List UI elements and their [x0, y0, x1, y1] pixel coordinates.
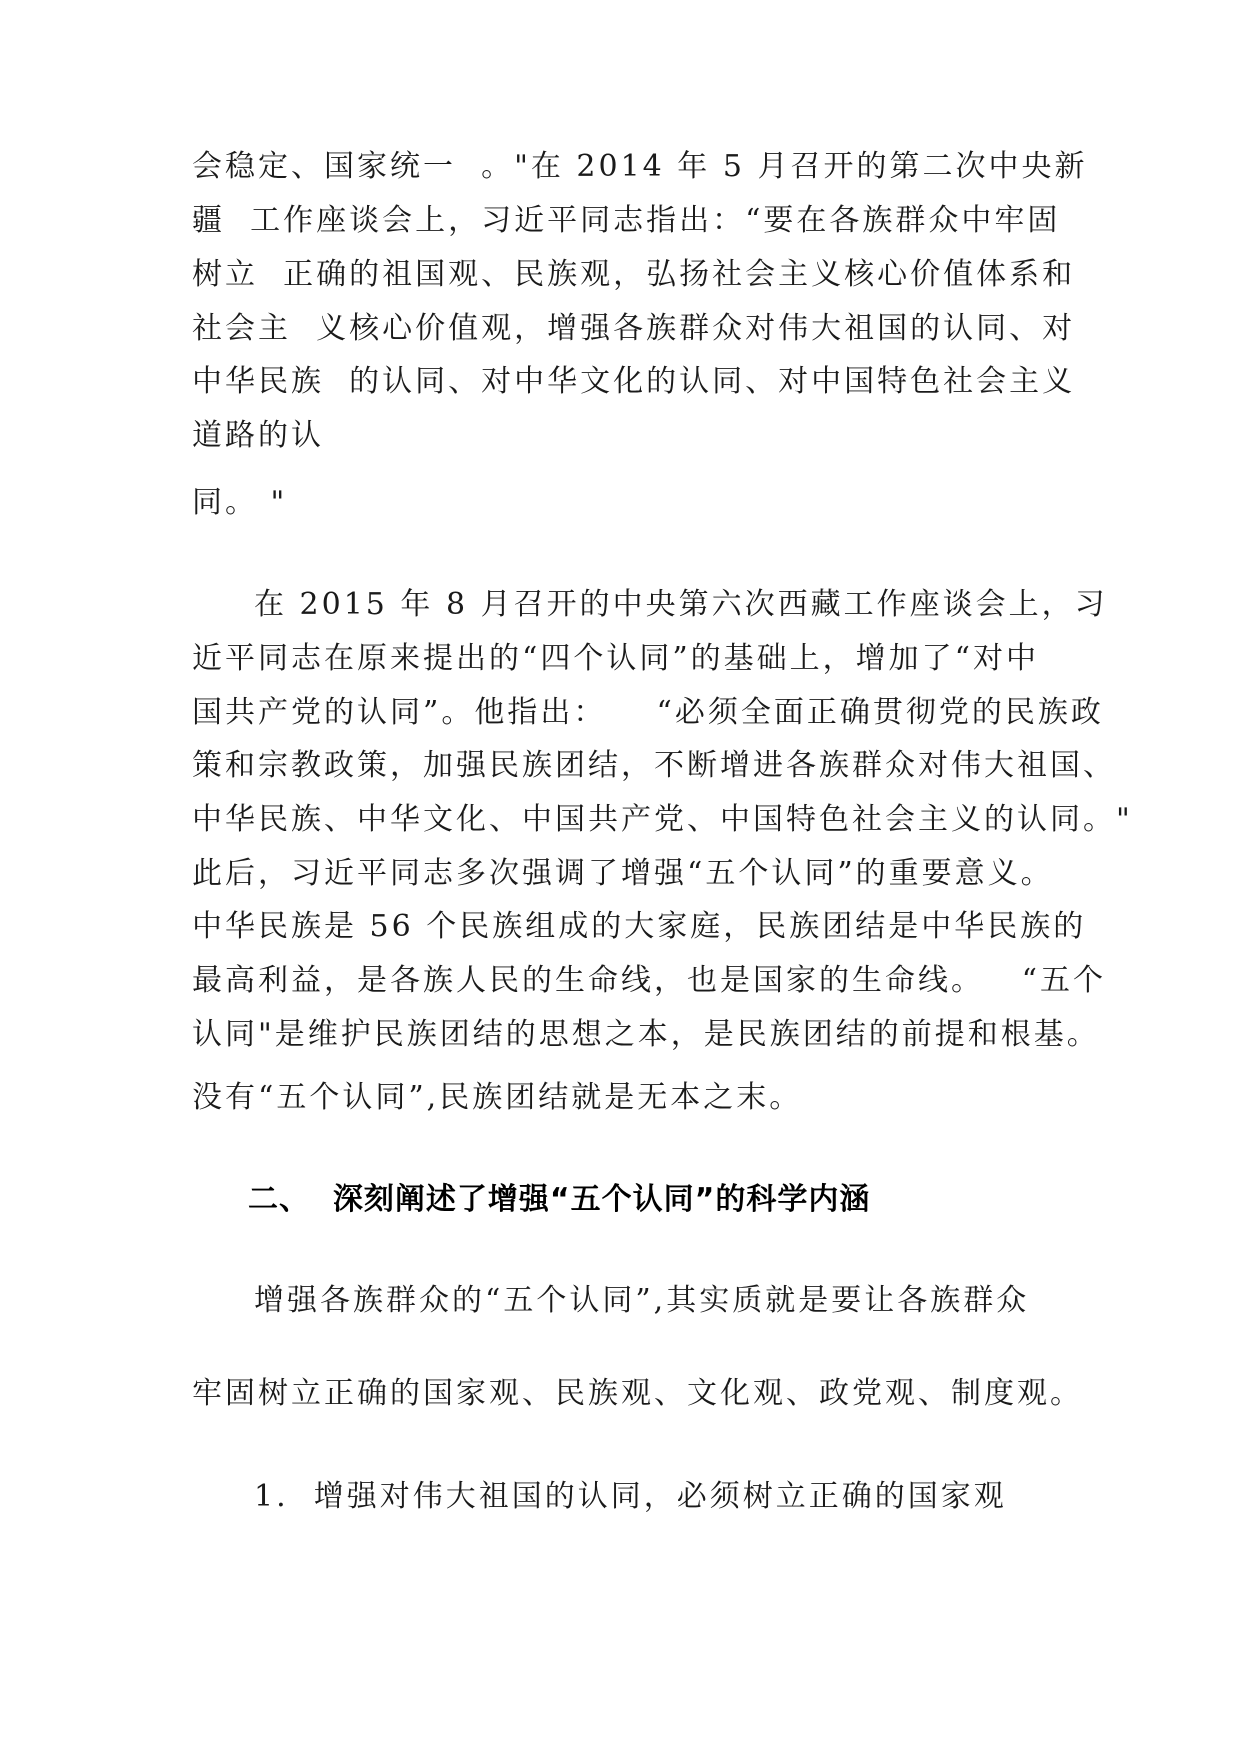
paragraph-line: 最高利益，是各族人民的生命线，也是国家的生命线。 “五个	[192, 963, 1106, 998]
paragraph-line: 近平同志在原来提出的“四个认同”的基础上，增加了“对中	[192, 641, 1040, 676]
section-heading: 二、 深刻阐述了增强“五个认同”的科学内涵	[248, 1182, 871, 1217]
paragraph-line: 同。 "	[192, 485, 288, 520]
paragraph-line: 认同"是维护民族团结的思想之本，是民族团结的前提和根基。	[192, 1017, 1100, 1052]
paragraph-line: 中华民族、中华文化、中国共产党、中国特色社会主义的认同。"	[192, 802, 1133, 837]
paragraph-line: 社会主 义核心价值观，增强各族群众对伟大祖国的认同、对	[192, 311, 1076, 346]
paragraph-line: 中华民族 的认同、对中华文化的认同、对中国特色社会主义	[192, 364, 1076, 399]
paragraph-line: 树立 正确的祖国观、民族观，弘扬社会主义核心价值体系和	[192, 257, 1076, 292]
paragraph-line: 没有“五个认同”,民族团结就是无本之末。	[192, 1080, 803, 1115]
numbered-item: 1. 增强对伟大祖国的认同，必须树立正确的国家观	[254, 1479, 1007, 1514]
paragraph-line: 此后，习近平同志多次强调了增强“五个认同”的重要意义。	[192, 856, 1054, 891]
paragraph-line: 牢固树立正确的国家观、民族观、文化观、政党观、制度观。	[192, 1376, 1083, 1411]
paragraph-line: 国共产党的认同”。他指出： “必须全面正确贯彻党的民族政	[192, 695, 1104, 730]
paragraph-line: 策和宗教政策，加强民族团结，不断增进各族群众对伟大祖国、	[192, 748, 1116, 783]
paragraph-line: 中华民族是 56 个民族组成的大家庭，民族团结是中华民族的	[192, 909, 1087, 944]
paragraph-line: 道路的认	[192, 418, 324, 453]
paragraph-first-line: 在 2015 年 8 月召开的中央第六次西藏工作座谈会上，习	[254, 587, 1108, 622]
paragraph-line: 疆 工作座谈会上，习近平同志指出：“要在各族群众中牢固	[192, 203, 1061, 238]
paragraph-line: 会稳定、国家统一 。"在 2014 年 5 月召开的第二次中央新	[192, 149, 1088, 184]
paragraph-first-line: 增强各族群众的“五个认同”,其实质就是要让各族群众	[254, 1283, 1030, 1318]
